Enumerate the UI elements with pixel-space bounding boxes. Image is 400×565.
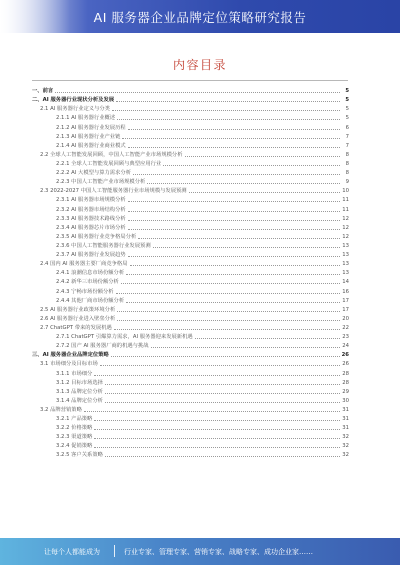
footer-slogan-right: 行业专家、管理专家、营销专家、战略专家、成功企业家…… bbox=[124, 548, 313, 556]
toc-entry-label: 2.4.4 其他厂商市场份额分析 bbox=[56, 297, 125, 304]
toc-entry[interactable] bbox=[32, 386, 349, 395]
toc-entry[interactable] bbox=[32, 185, 349, 194]
toc-entry[interactable] bbox=[32, 203, 349, 212]
toc-leader-dots bbox=[122, 138, 340, 139]
toc-entry-label: 2.1.4 AI 服务器行业商业模式 bbox=[56, 142, 126, 149]
toc-entry-page: 11 bbox=[342, 206, 349, 213]
toc-entry-page: 12 bbox=[342, 215, 349, 222]
toc-leader-dots bbox=[128, 129, 340, 130]
toc-entry-label: 3.2.1 产品策略 bbox=[56, 416, 93, 423]
toc-entry[interactable] bbox=[32, 449, 349, 458]
toc-leader-dots bbox=[84, 411, 340, 412]
toc-entry[interactable] bbox=[32, 222, 349, 231]
toc-entry[interactable] bbox=[32, 112, 349, 121]
toc-entry[interactable] bbox=[32, 149, 349, 158]
toc-leader-dots bbox=[185, 156, 340, 157]
toc-divider bbox=[32, 80, 348, 81]
toc-leader-dots bbox=[105, 384, 340, 385]
toc-entry-page: 31 bbox=[342, 425, 349, 432]
toc-entry[interactable] bbox=[32, 367, 349, 376]
toc-entry-page: 26 bbox=[342, 361, 349, 368]
toc-entry-page: 12 bbox=[342, 224, 349, 231]
toc-entry-label: 2.1.3 AI 服务器行业产业链 bbox=[56, 133, 121, 140]
toc-entry-label: 2.2 全球人工智能发展回顾，中国人工智能产业市场规模分析 bbox=[40, 151, 183, 158]
toc-entry-page: 31 bbox=[342, 416, 349, 423]
toc-entry[interactable] bbox=[32, 395, 349, 404]
toc-entry[interactable] bbox=[32, 404, 349, 413]
toc-entry-page: 32 bbox=[342, 452, 349, 459]
toc-entry-page: 5 bbox=[345, 115, 349, 122]
toc-entry[interactable] bbox=[32, 194, 349, 203]
toc-entry-label: 2.3.2 AI 服务器市场结构分析 bbox=[56, 206, 126, 213]
toc-entry-page: 7 bbox=[345, 133, 349, 140]
toc-leader-dots bbox=[116, 101, 340, 102]
toc-leader-dots bbox=[105, 393, 340, 394]
toc-leader-dots bbox=[55, 92, 340, 93]
toc-entry[interactable] bbox=[32, 295, 349, 304]
toc-entry-page: 9 bbox=[345, 179, 349, 186]
toc-entry-label: 2.1.2 AI 服务器行业发展历程 bbox=[56, 124, 126, 131]
toc-entry-label: 2.5 AI 服务器行业政策环境分析 bbox=[40, 306, 116, 313]
toc-leader-dots bbox=[117, 311, 340, 312]
toc-entry-page: 28 bbox=[342, 379, 349, 386]
toc-entry[interactable] bbox=[32, 213, 349, 222]
toc-entry-label: 2.7.2 国产 AI 服务器厂商的机遇与挑战 bbox=[56, 343, 149, 350]
toc-entry-page: 24 bbox=[342, 343, 349, 350]
toc-entry-label: 3.1.2 目标市场选择 bbox=[56, 379, 103, 386]
footer-bar bbox=[0, 538, 400, 565]
toc-entry-page: 32 bbox=[342, 434, 349, 441]
toc-entry-label: 2.1.1 AI 服务器行业概述 bbox=[56, 115, 116, 122]
toc-entry[interactable] bbox=[32, 176, 349, 185]
toc-entry-label: 一、前言 bbox=[32, 88, 54, 95]
footer-divider bbox=[114, 545, 115, 557]
toc-entry-page: 10 bbox=[342, 188, 349, 195]
toc-entry[interactable] bbox=[32, 285, 349, 294]
toc-leader-dots bbox=[128, 220, 340, 221]
footer-slogan-left: 让每个人都能成为 bbox=[44, 548, 100, 556]
toc-entry-page: 26 bbox=[341, 352, 349, 359]
toc-entry[interactable] bbox=[32, 258, 349, 267]
toc-leader-dots bbox=[117, 119, 340, 120]
toc-leader-dots bbox=[128, 147, 340, 148]
toc-entry-label: 3.1.3 品牌定位分析 bbox=[56, 388, 103, 395]
toc-leader-dots bbox=[163, 165, 340, 166]
toc-entry-page: 16 bbox=[342, 288, 349, 295]
toc-entry-label: 2.4.1 浪潮信息市场份额分析 bbox=[56, 270, 125, 277]
toc-leader-dots bbox=[100, 365, 340, 366]
toc-entry[interactable] bbox=[32, 358, 349, 367]
toc-entry-label: 3.2.3 渠道策略 bbox=[56, 434, 93, 441]
toc-leader-dots bbox=[105, 456, 340, 457]
toc-entry-page: 8 bbox=[345, 170, 349, 177]
toc-leader-dots bbox=[117, 320, 340, 321]
toc-entry-page: 14 bbox=[342, 279, 349, 286]
toc-leader-dots bbox=[94, 447, 340, 448]
toc-entry-page: 6 bbox=[345, 124, 349, 131]
toc-entry-label: 3.2 品牌营销策略 bbox=[40, 406, 82, 413]
toc-entry-label: 2.3 2022-2027 中国人工智能服务器行业市场规模与发展预测 bbox=[40, 188, 187, 195]
toc-leader-dots bbox=[94, 420, 340, 421]
header-bar bbox=[0, 0, 400, 33]
toc-entry-page: 22 bbox=[342, 324, 349, 331]
toc-entry[interactable] bbox=[32, 413, 349, 422]
toc-entry-label: 三、AI 服务器企业品牌定位策略 bbox=[32, 352, 109, 359]
report-title: AI 服务器企业品牌定位策略研究报告 bbox=[93, 10, 307, 25]
toc-entry[interactable] bbox=[32, 167, 349, 176]
toc-entry-page: 13 bbox=[342, 242, 349, 249]
toc-leader-dots bbox=[126, 274, 340, 275]
toc-entry-label: 2.2.1 全球人工智能发展回顾与典型应用行业 bbox=[56, 160, 162, 167]
toc-entry-page: 20 bbox=[342, 315, 349, 322]
toc-entry[interactable] bbox=[32, 340, 349, 349]
toc-leader-dots bbox=[105, 402, 340, 403]
toc-leader-dots bbox=[116, 293, 340, 294]
toc-leader-dots bbox=[128, 201, 340, 202]
toc-leader-dots bbox=[151, 347, 340, 348]
toc-leader-dots bbox=[94, 438, 340, 439]
toc-entry[interactable] bbox=[32, 440, 349, 449]
toc-entry-page: 8 bbox=[345, 160, 349, 167]
toc-entry[interactable] bbox=[32, 94, 349, 103]
toc-entry-page: 7 bbox=[345, 142, 349, 149]
toc-leader-dots bbox=[147, 183, 340, 184]
toc-leader-dots bbox=[126, 302, 340, 303]
toc-entry-label: 2.3.5 AI 服务器行业竞争格局分析 bbox=[56, 233, 137, 240]
toc-entry-label: 2.1 AI 服务器行业定义与分类 bbox=[40, 106, 110, 113]
toc-entry-page: 12 bbox=[342, 233, 349, 240]
toc-entry-label: 2.3.4 AI 服务器芯片市场分析 bbox=[56, 224, 126, 231]
toc-entry[interactable] bbox=[32, 140, 349, 149]
toc-entry-label: 2.7.1 ChatGPT 引爆算力需求，AI 服务器迎来发展新机遇 bbox=[56, 334, 193, 341]
toc-entry[interactable] bbox=[32, 103, 349, 112]
toc-entry[interactable] bbox=[32, 331, 349, 340]
toc-entry[interactable] bbox=[32, 313, 349, 322]
toc-leader-dots bbox=[128, 256, 340, 257]
toc-entry-label: 2.2.3 中国人工智能产业市场规模分析 bbox=[56, 179, 146, 186]
toc-entry-label: 2.3.1 AI 服务器市场规模分析 bbox=[56, 197, 126, 204]
toc-entry-label: 2.7 ChatGPT 带来的发展机遇 bbox=[40, 324, 112, 331]
toc-entry-label: 3.1.4 品牌定位分析 bbox=[56, 397, 103, 404]
toc-entry-page: 13 bbox=[342, 270, 349, 277]
toc-entry-label: 二、AI 服务器行业现状分析及发展 bbox=[32, 97, 115, 104]
toc-leader-dots bbox=[153, 247, 340, 248]
toc-leader-dots bbox=[128, 229, 340, 230]
toc-leader-dots bbox=[138, 238, 340, 239]
toc-leader-dots bbox=[111, 356, 340, 357]
toc-entry-label: 3.2.5 客户关系策略 bbox=[56, 452, 103, 459]
toc-entry-page: 5 bbox=[345, 97, 349, 104]
toc-entry-label: 3.1.1 市场细分 bbox=[56, 370, 93, 377]
toc-entry-page: 23 bbox=[342, 334, 349, 341]
toc-entry-label: 2.3.7 AI 服务器行业发展趋势 bbox=[56, 252, 126, 259]
toc-entry-page: 31 bbox=[342, 406, 349, 413]
toc-entry[interactable] bbox=[32, 231, 349, 240]
toc-leader-dots bbox=[189, 192, 340, 193]
toc-entry[interactable] bbox=[32, 121, 349, 130]
toc-leader-dots bbox=[94, 375, 340, 376]
table-of-contents bbox=[32, 85, 349, 458]
toc-entry-label: 2.3.3 AI 服务器技术路线分析 bbox=[56, 215, 126, 222]
toc-leader-dots bbox=[94, 429, 340, 430]
toc-entry[interactable] bbox=[32, 85, 349, 94]
toc-entry-page: 28 bbox=[342, 370, 349, 377]
toc-entry-page: 17 bbox=[342, 306, 349, 313]
toc-entry-label: 2.3.6 中国人工智能服务器行业发展预测 bbox=[56, 242, 151, 249]
toc-entry-label: 2.4 国内 AI 服务器主要厂商竞争格局 bbox=[40, 261, 128, 268]
toc-entry[interactable] bbox=[32, 422, 349, 431]
toc-entry-label: 3.2.2 价格策略 bbox=[56, 425, 93, 432]
toc-entry-label: 2.2.2 AI 大模型与算力需求分析 bbox=[56, 170, 132, 177]
toc-entry[interactable] bbox=[32, 322, 349, 331]
toc-entry-page: 5 bbox=[345, 106, 349, 113]
toc-leader-dots bbox=[133, 174, 340, 175]
toc-entry[interactable] bbox=[32, 377, 349, 386]
toc-entry-page: 13 bbox=[342, 252, 349, 259]
toc-entry-page: 11 bbox=[342, 197, 349, 204]
toc-entry[interactable] bbox=[32, 431, 349, 440]
toc-leader-dots bbox=[130, 265, 340, 266]
toc-entry[interactable] bbox=[32, 131, 349, 140]
toc-leader-dots bbox=[112, 110, 340, 111]
toc-leader-dots bbox=[121, 283, 340, 284]
toc-leader-dots bbox=[195, 338, 340, 339]
toc-entry-label: 2.4.3 宁畅市场份额分析 bbox=[56, 288, 114, 295]
toc-entry[interactable] bbox=[32, 249, 349, 258]
toc-entry[interactable] bbox=[32, 240, 349, 249]
toc-entry-label: 2.4.2 新华三市场份额分析 bbox=[56, 279, 119, 286]
toc-entry-page: 17 bbox=[342, 297, 349, 304]
toc-entry-page: 8 bbox=[345, 151, 349, 158]
toc-entry-label: 2.6 AI 服务器行业进入壁垒分析 bbox=[40, 315, 116, 322]
toc-entry[interactable] bbox=[32, 267, 349, 276]
toc-entry[interactable] bbox=[32, 276, 349, 285]
toc-heading: 内容目录 bbox=[172, 58, 227, 72]
toc-entry-page: 29 bbox=[342, 388, 349, 395]
toc-entry[interactable] bbox=[32, 304, 349, 313]
toc-entry[interactable] bbox=[32, 349, 349, 358]
toc-leader-dots bbox=[128, 211, 340, 212]
toc-leader-dots bbox=[114, 329, 340, 330]
toc-entry-page: 30 bbox=[342, 397, 349, 404]
toc-entry-page: 32 bbox=[342, 443, 349, 450]
toc-entry-page: 13 bbox=[342, 261, 349, 268]
toc-entry[interactable] bbox=[32, 158, 349, 167]
toc-entry-page: 5 bbox=[345, 88, 349, 95]
toc-entry-label: 3.2.4 促销策略 bbox=[56, 443, 93, 450]
toc-entry-label: 3.1 市场细分及目标市场 bbox=[40, 361, 98, 368]
